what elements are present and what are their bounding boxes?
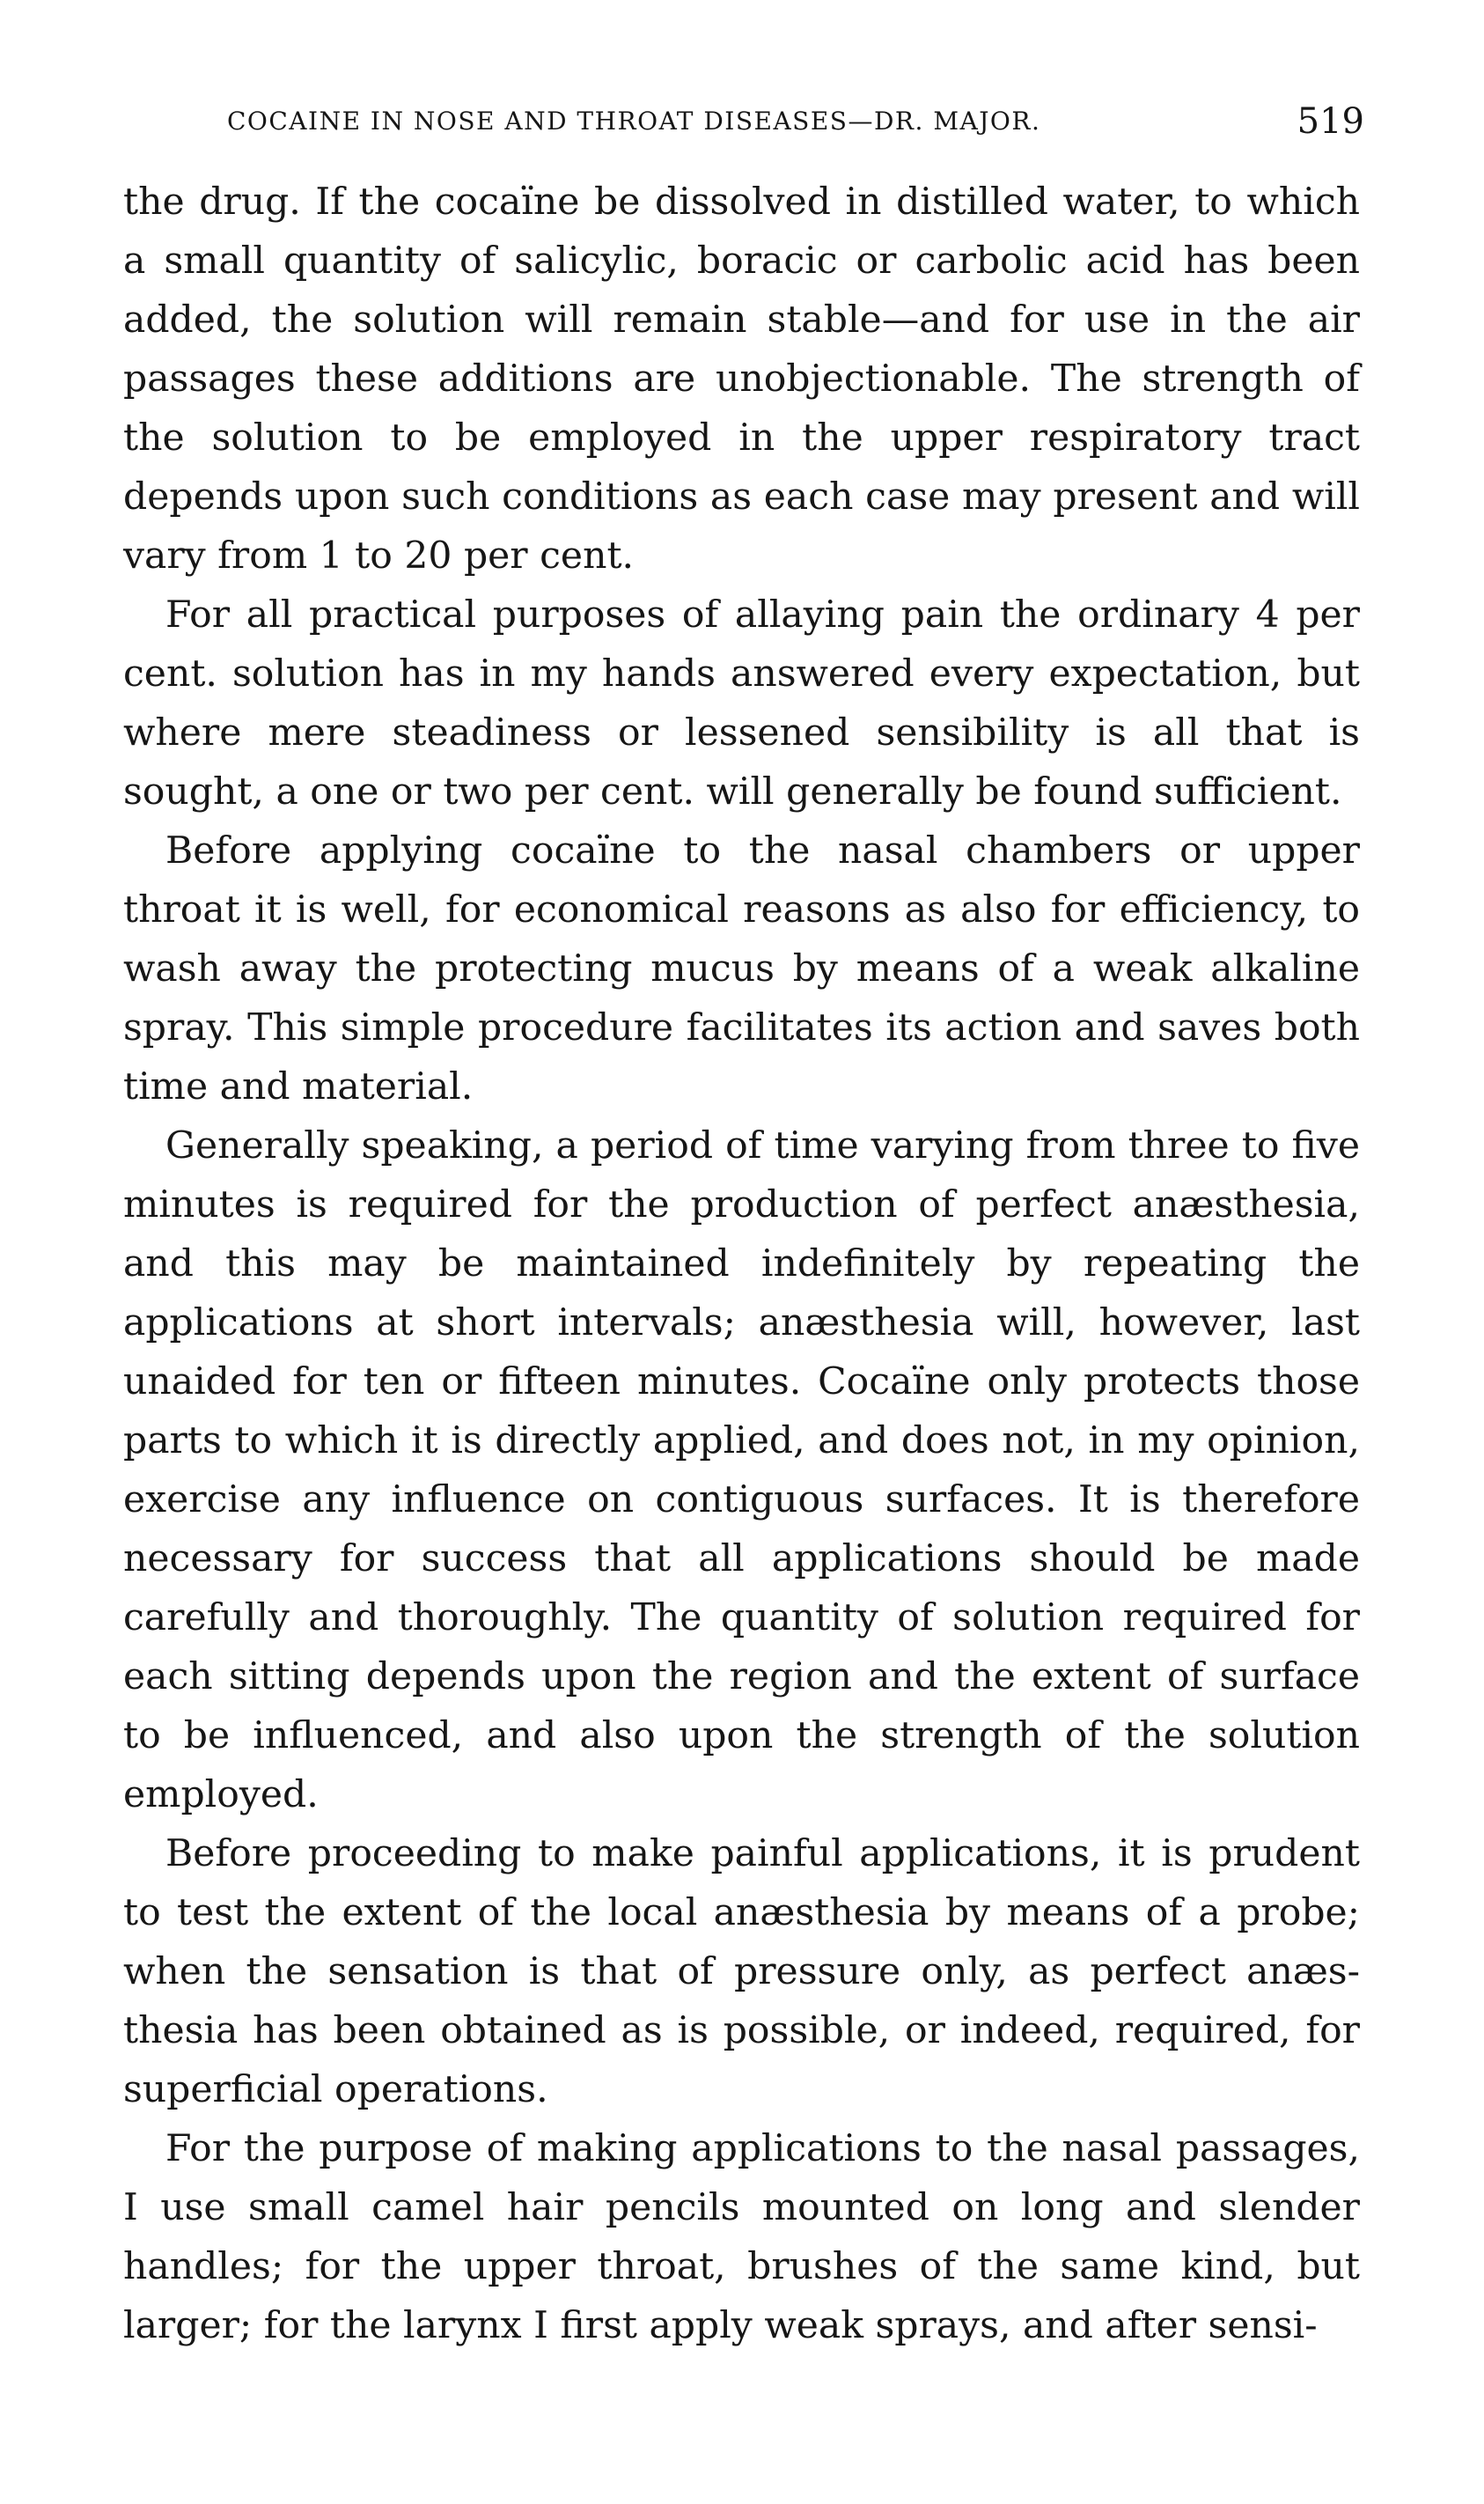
text-body bbox=[123, 173, 1360, 2355]
page-number: 519 bbox=[1297, 101, 1364, 142]
running-title: COCAINE IN NOSE AND THROAT DISEASES—DR. MAJOR. bbox=[227, 107, 1041, 136]
paragraph: For all practical purposes of allaying pain the ordinary 4 per cent. solution has in my hands answered every expectation, but where mere steadiness or lessened sensibility is all that is sought, a one or two per cent. will generally be found sufficient. bbox=[123, 593, 1360, 814]
paragraph-continued: the drug. If the cocaïne be dissolved in distilled water, to which a small quantity of salicylic, boracic or carbolic acid has been added, the solution will remain stable—and for use in the air passages these additions are unobjectionable. The strength of the solution to be employed in the upper respiratory tract depends upon such conditions as each case may present and will vary from 1 to 20 per cent. bbox=[123, 180, 1360, 578]
paragraph: Generally speaking, a period of time varying from three to five minutes is required for the production of perfect anæsthesia, and this may be maintained indefinitely by repeating the applications at short intervals; anæsthesia will, however, last unaided for ten or fifteen minutes. Cocaïne only protects those parts to which it is directly applied, and does not, in my opinion, exercise any influence on contiguous surfaces. It is therefore necessary for success that all applications should be made carefully and thoroughly. The quantity of solution required for each sitting depends upon the region and the extent of surface to be influenced, and also upon the strength of the solution employed. bbox=[123, 1124, 1360, 1816]
running-head bbox=[123, 95, 1364, 148]
paragraph: For the purpose of making applications to the nasal passages, I use small camel hair pencils mounted on long and slender handles; for the upper throat, brushes of the same kind, but larger; for the larynx I first apply weak sprays, and after sensi- bbox=[123, 2127, 1360, 2347]
paragraph: Before proceeding to make painful applications, it is prudent to test the extent of the local anæsthesia by means of a probe; when the sensation is that of pressure only, as perfect anæsthesia has been obtained as is possible, or indeed, required, for superficial operations. bbox=[123, 1832, 1360, 2111]
paragraph: Before applying cocaïne to the nasal chambers or upper throat it is well, for economical reasons as also for efficiency, to wash away the protecting mucus by means of a weak alkaline spray. This simple procedure facilitates its action and saves both time and material. bbox=[123, 829, 1360, 1108]
